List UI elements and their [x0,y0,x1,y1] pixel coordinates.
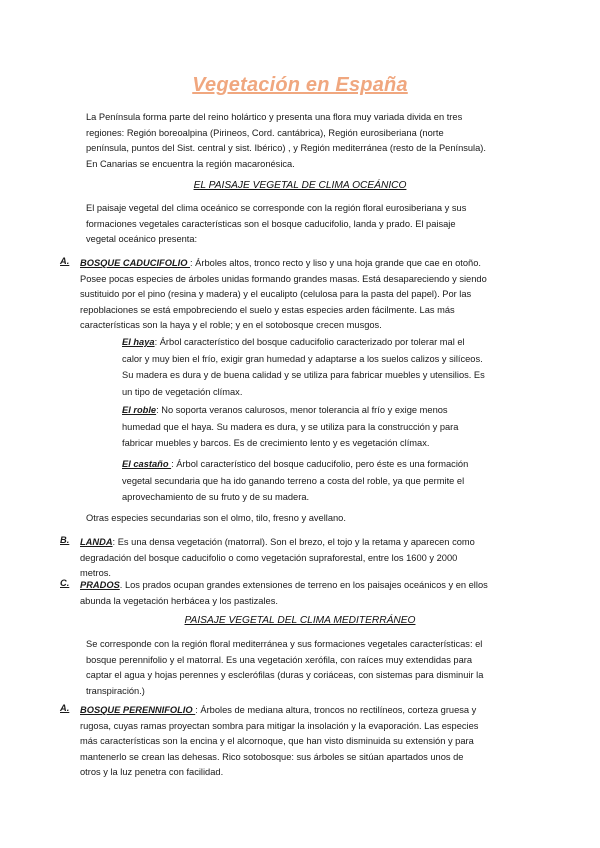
castano-line: aprovechamiento de su fruto y de su madera. [122,492,310,503]
roble-line: fabricar muebles y barcos. Es de crecimiento lento y es vegetación clímax. [122,438,430,449]
mediterranean-intro-line: captar el agua y hojas perennes y esclerófilas (duras y coriáceas, con sistemas para disminuir la [86,670,484,681]
prados-label: PRADOS [80,580,120,590]
roble-label: El roble [122,405,157,415]
bosque-perennifolio-line: otros y la luz penetra con facilidad. [80,767,224,778]
bosque-perennifolio-paragraph [80,703,532,781]
item-marker-a: A. [60,256,70,266]
secondary-species-text: Otras especies secundarias son el olmo, tilo, fresno y avellano. [86,513,346,523]
castano-label: El castaño [122,459,172,469]
intro-line: península, puntos del Sist. central y sist. Ibérico) , y Región mediterránea (resto de la Península). [86,143,486,154]
castano-line: vegetal secundaria que ha ido ganando terreno a costa del roble, ya que permite el [122,475,465,486]
mediterranean-intro-line: bosque perennifolio y el matorral. Es una vegetación xerófila, con raíces muy extendidas para [86,654,473,665]
bosque-perennifolio-line: : Árboles de mediana altura, troncos no rectilíneos, corteza gruesa y [195,705,477,715]
castano-line: : Árbol característico del bosque caducifolio, pero éste es una formación [171,459,469,469]
bosque-caducifolio-line: características son la haya y el roble; y en el sotobosque crecen musgos. [80,320,382,331]
oceanic-intro-line: vegetal oceánico presenta: [86,234,198,245]
bosque-caducifolio-line: repoblaciones se está empobreciendo el suelo y estas especies arden fácilmente. Las más [80,304,455,315]
castano-paragraph [122,456,527,506]
bosque-caducifolio-line: sustituido por el pino (resina y madera) y el eucalipto (celulosa para la pasta del papel). Por las [80,289,472,300]
intro-line: En Canarias se encuentra la región macaronésica. [86,158,295,169]
bosque-perennifolio-label: BOSQUE PERENNIFOLIO [80,705,196,715]
mediterranean-intro-line: transpiración.) [86,685,145,696]
oceanic-intro-paragraph [86,201,526,248]
mediterranean-intro-paragraph [86,637,532,699]
bosque-perennifolio-line: mantenerlo se crean las dehesas. Rico sotobosque: sus árboles se sitúan apartados unos de [80,751,464,762]
document-title: Vegetación en España [192,74,408,96]
landa-label: LANDA [80,537,113,547]
haya-line: Su madera es dura y de buena calidad y se utiliza para fabricar muebles y utensilios. Es [122,370,485,381]
landa-line: metros. [80,568,111,579]
oceanic-intro-line: formaciones vegetales características son el bosque caducifolio, landa y prado. El paisaje [86,218,456,229]
prados-line: . Los prados ocupan grandes extensiones de terreno en los paisajes oceánicos y en ellos [119,580,488,590]
item-marker-c: C. [60,578,70,588]
landa-paragraph [80,535,530,582]
haya-line: un tipo de vegetación clímax. [122,386,243,397]
oceanic-intro-line: El paisaje vegetal del clima oceánico se corresponde con la región floral eurosiberiana y sus [86,203,467,213]
bosque-caducifolio-label: BOSQUE CADUCIFOLIO [80,258,191,268]
bosque-caducifolio-line: : Árboles altos, tronco recto y liso y una hoja grande que cae en otoño. [190,258,481,268]
roble-line: humedad que el haya. Su madera es dura, y se utiliza para la construcción y para [122,421,459,432]
roble-paragraph [122,402,527,452]
section-heading-oceanic: EL PAISAJE VEGETAL DE CLIMA OCEÁNICO [193,180,407,191]
haya-line: : Árbol característico del bosque caducifolio caracterizado por tolerar mal el [154,337,465,347]
haya-paragraph [122,334,527,400]
section-heading-mediterranean: PAISAJE VEGETAL DEL CLIMA MEDITERRÁNEO [184,615,416,626]
bosque-perennifolio-line: rugosa, cuyas ramas proyectan sombra para mitigar la insolación y la evaporación. Las especies [80,720,479,731]
mediterranean-intro-line: Se corresponde con la región floral mediterránea y sus formaciones vegetales características: el [86,639,483,649]
item-marker-a-mediterranean: A. [60,703,70,713]
roble-line: : No soporta veranos calurosos, menor tolerancia al frío y exige menos [156,405,448,415]
intro-line: regiones: Región boreoalpina (Pirineos, Cord. cantábrica), Región eurosiberiana (norte [86,127,444,138]
landa-line: : Es una densa vegetación (matorral). Son el brezo, el tojo y la retama y aparecen como [112,537,475,547]
intro-paragraph [86,110,526,172]
landa-line: degradación del bosque caducifolio o como vegetación supraforestal, entre los 1600 y 2000 [80,552,458,563]
bosque-caducifolio-line: Posee pocas especies de árboles unidas formando grandes masas. Está desapareciendo y siendo [80,273,487,284]
prados-paragraph [80,578,530,609]
haya-line: calor y muy bien el frío, exigir gran humedad y adaptarse a los suelos calizos y silíceos. [122,353,483,364]
bosque-caducifolio-paragraph [80,256,530,334]
prados-line: abunda la vegetación herbácea y los pastizales. [80,595,278,606]
intro-line: La Península forma parte del reino holártico y presenta una flora muy variada divida en tres [86,112,463,122]
haya-label: El haya [122,337,155,347]
item-marker-b: B. [60,535,70,545]
bosque-perennifolio-line: más características son la encina y el alcornoque, que han visto disminuida su extensión y para [80,736,474,747]
